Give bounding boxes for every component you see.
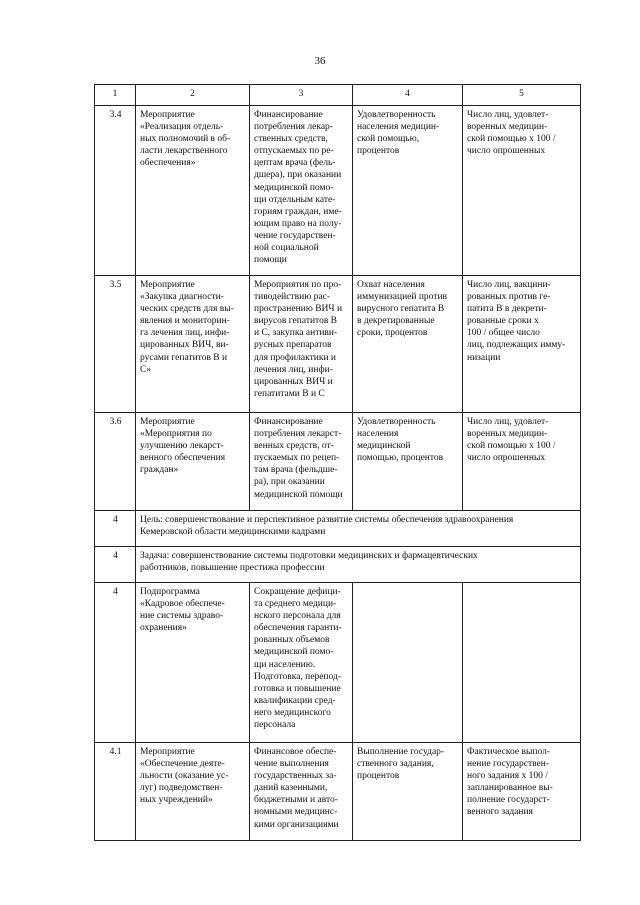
table-row <box>95 413 581 511</box>
row-number: 4 <box>95 547 136 583</box>
calculation-formula: Фактическое выпол- нение государствен- ного задания х 100 / запланированное вы- полнение государст- венного задания <box>463 743 581 841</box>
column-header: 4 <box>353 85 463 106</box>
measure-name: Мероприятие «Закупка диагности- ческих средств для вы- явления и мониторин- га лечения лиц, инфи- цированных ВИЧ, ви- русами гепатитов В и С» <box>136 276 250 413</box>
program-table <box>94 84 581 841</box>
column-header: 1 <box>95 85 136 106</box>
measure-indicator: Финансовое обеспе- чение выполнения государственных за- даний казенными, бюджетными и авто- номными медицинс- кими организациями <box>250 743 353 841</box>
measure-indicator: Финансирование потребления лекар- ственных средств, отпускаемых по ре- цептам врача (фель- дшера), при оказании медицинской помо- щи отдельным кате- гориям граждан, име- ющим право на полу- чение государствен- ной социальной помощи <box>250 106 353 276</box>
row-number: 4.1 <box>95 743 136 841</box>
column-header: 3 <box>250 85 353 106</box>
measure-indicator: Сокращение дефици- та среднего медици- нского персонала для обеспечения гаранти- рованных объемов медицинской помо- щи населению. Подготовка, перепод- готовка и повышение квалификации сред- него медицинского персонала <box>250 583 353 743</box>
page-number: 36 <box>314 55 326 67</box>
row-number: 3.6 <box>95 413 136 511</box>
calculation-formula: Число лиц, удовлет- воренных медицин- ской помощью х 100 / число опрошенных <box>463 106 581 276</box>
measure-name: Подпрограмма «Кадровое обеспече- ние системы здраво- охранения» <box>136 583 250 743</box>
measure-name: Мероприятие «Мероприятия по улучшению лекарст- венного обеспечения граждан» <box>136 413 250 511</box>
row-number: 3.5 <box>95 276 136 413</box>
row-number: 4 <box>95 583 136 743</box>
measure-indicator: Мероприятия по про- тиводействию рас- пространению ВИЧ и вирусов гепатитов В и С, закупка антиви- русных препаратов для профилактики и лечения лиц, инфи- цированных ВИЧ и гепатитами В и С <box>250 276 353 413</box>
target-indicator: Удовлетворенность населения медицин- ской помощью, процентов <box>353 106 463 276</box>
measure-indicator: Финансирование потребления лекарст- венных средств, от- пускаемых по рецеп- там врача (фельдше- ра), при оказании медицинской помощи <box>250 413 353 511</box>
table-header-row <box>95 85 581 106</box>
measure-name: Мероприятие «Обеспечение деяте- льности (оказание ус- луг) подведомствен- ных учреждений» <box>136 743 250 841</box>
table-row <box>95 276 581 413</box>
row-number: 3.4 <box>95 106 136 276</box>
calculation-formula: Число лиц, вакцини- рованных против ге- патита В в декрети- рованные сроки х 100 / общее число лиц, подлежащих имму- низации <box>463 276 581 413</box>
goal-text: Цель: совершенствование и перспективное развитие системы обеспечения здравоохранения Кемеровской области медицинскими кадрами <box>136 511 581 547</box>
task-text: Задача: совершенствование системы подготовки медицинских и фармацевтических работников, повышение престижа профессии <box>136 547 581 583</box>
measure-name: Мероприятие «Реализация отдель- ных полномочий в об- ласти лекарственного обеспечения» <box>136 106 250 276</box>
target-indicator: Удовлетворенность населения медицинской помощью, процентов <box>353 413 463 511</box>
column-header: 5 <box>463 85 581 106</box>
target-indicator <box>353 583 463 743</box>
table-row <box>95 743 581 841</box>
calculation-formula: Число лиц, удовлет- воренных медицин- ской помощью х 100 / число опрошенных <box>463 413 581 511</box>
table-row <box>95 106 581 276</box>
task-row <box>95 547 581 583</box>
target-indicator: Охват населения иммунизацией против вирусного гепатита В в декретированные сроки, процентов <box>353 276 463 413</box>
row-number: 4 <box>95 511 136 547</box>
target-indicator: Выполнение государ- ственного задания, процентов <box>353 743 463 841</box>
column-header: 2 <box>136 85 250 106</box>
goal-row <box>95 511 581 547</box>
calculation-formula <box>463 583 581 743</box>
subprogram-row <box>95 583 581 743</box>
